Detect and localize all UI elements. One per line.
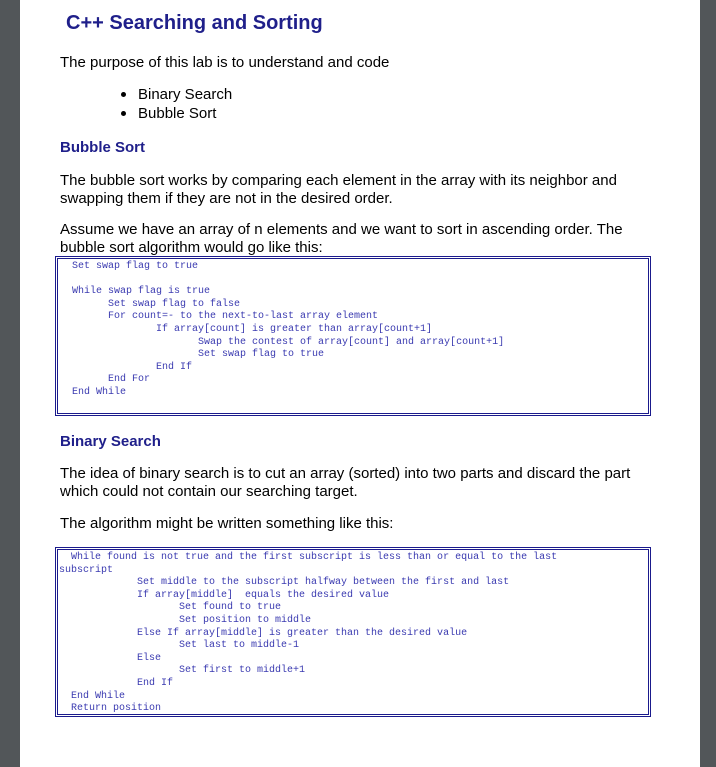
bullet-list: [138, 85, 232, 123]
bullet-dot-icon: [121, 111, 126, 116]
bubble-sort-code: Set swap flag to true While swap flag is true Set swap flag to false For count=- to the next-to-last array element If array[count] is greater than array[count+1] Swap the contest of array[count] and array[count+1] Set swap flag to true End If End For End While: [72, 261, 505, 398]
bubble-para-2: Assume we have an array of n elements and we want to sort in ascending order. The bubble sort algorithm would go like this:: [60, 221, 623, 256]
bullet-dot-icon: [121, 92, 126, 97]
intro-text: The purpose of this lab is to understand and code: [60, 54, 390, 71]
bubble-sort-heading: Bubble Sort: [60, 139, 145, 156]
bubble-para-1: The bubble sort works by comparing each element in the array with its neighbor and swapping them if they are not in the desired order.: [60, 172, 617, 207]
binary-para-2: The algorithm might be written something like this:: [60, 515, 394, 532]
bullet-item: Binary Search: [138, 85, 232, 104]
binary-search-code: While found is not true and the first subscript is less than or equal to the last subscript Set middle to the subscript halfway between the first and last If array[middle] equals the desired value Set found to true Set position to middle Else If array[middle] is greater than the desired value Set last to middle-1 Else Set first to middle+1 End If End While Return position: [59, 552, 558, 715]
binary-para-1: The idea of binary search is to cut an array (sorted) into two parts and discard the part which could not contain our searching target.: [60, 465, 631, 500]
binary-search-heading: Binary Search: [60, 433, 161, 450]
document-page: [20, 0, 700, 767]
binary-search-code-box: [55, 547, 651, 717]
bullet-item: Bubble Sort: [138, 104, 232, 123]
page-title: C++ Searching and Sorting: [66, 12, 323, 34]
bubble-sort-code-box: [55, 256, 651, 416]
